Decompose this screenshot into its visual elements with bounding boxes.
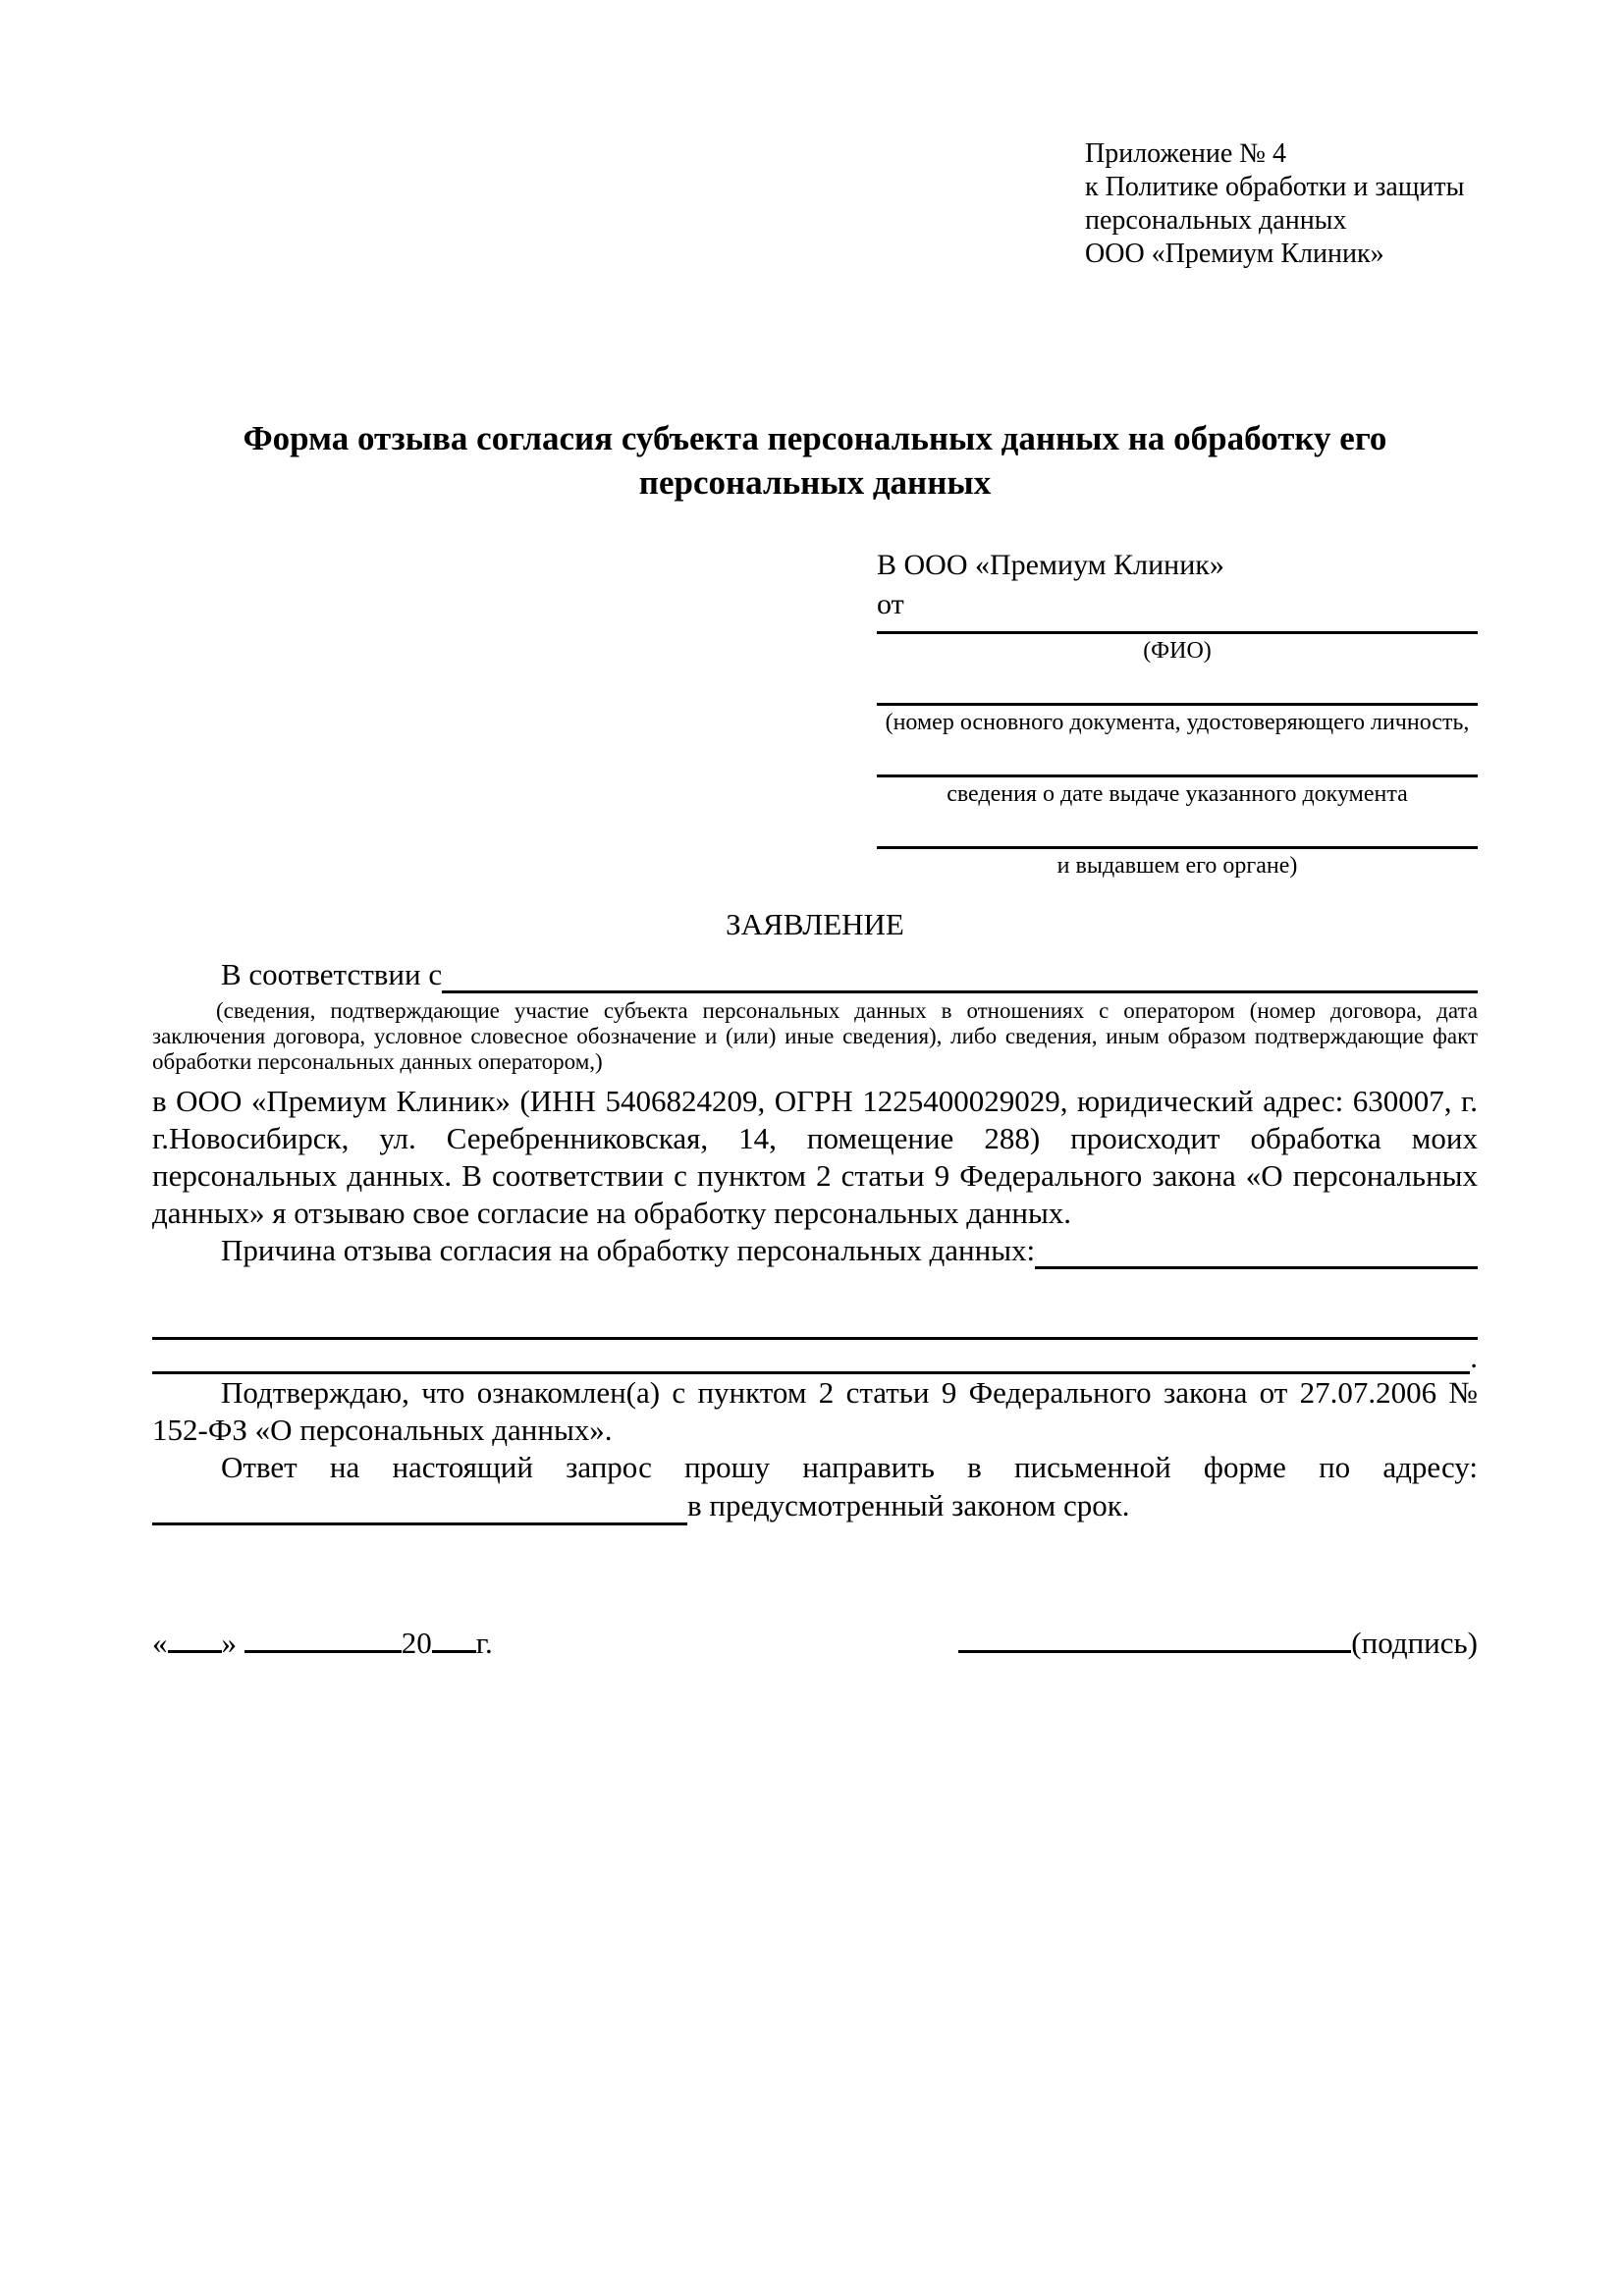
reason-label: Причина отзыва согласия на обработку персональных данных: (221, 1233, 1036, 1267)
date-day-fill-line (168, 1624, 222, 1653)
date-quote-open: « (152, 1626, 168, 1660)
accordance-label: В соответствии с (221, 957, 443, 991)
reason-fill-line-2 (152, 1269, 1478, 1340)
date-group (152, 1624, 493, 1662)
fine-print-note: (сведения, подтверждающие участие субъекта персональных данных в отношениях с оператором (номер договора, дата заключения договора, условное словесное обозначение и (или) иные сведения), либо сведения, иным образом подтверждающие факт обработки персональных данных оператором,) (152, 998, 1478, 1074)
document-content (0, 137, 1624, 1662)
reason-row (152, 1232, 1478, 1269)
issue-date-caption: сведения о дате выдаче указанного документа (947, 781, 1408, 807)
annex-line: ООО «Премиум Клиник» (1085, 239, 1384, 269)
accordance-row (152, 956, 1478, 993)
date-year-prefix: 20 (401, 1626, 432, 1660)
reply-tail-text: в предусмотренный законом срок. (687, 1488, 1130, 1522)
signature-group (958, 1624, 1478, 1662)
footer-row (152, 1624, 1478, 1662)
date-year-suffix: г. (475, 1626, 493, 1660)
addressee-from-label: от (877, 588, 904, 620)
signature-caption: (подпись) (1351, 1626, 1478, 1660)
main-paragraph: в ООО «Премиум Клиник» (ИНН 5406824209, ОГРН 1225400029029, юридический адрес: 630007, г. г.Новосибирск, ул. Серебренниковская, 14, помещение 288) происходит обработка моих персональных данных. В соответствии с пунктом 2 статьи 9 Федерального закона «О персональных данных» я отзываю свое согласие на обработку персональных данных. (152, 1084, 1478, 1230)
reply-lead-paragraph: Ответ на настоящий запрос прошу направить в письменной форме по адресу: (221, 1450, 1478, 1484)
line-end-period: . (1470, 1340, 1478, 1374)
date-month-fill-line (244, 1624, 402, 1653)
annex-line: персональных данных (1085, 205, 1347, 236)
date-quote-close: » (221, 1626, 237, 1660)
document-number-fill-line (877, 665, 1478, 706)
issuing-authority-caption: и выдавшем его органе) (1056, 853, 1298, 879)
statement-heading: ЗАЯВЛЕНИЕ (726, 907, 904, 941)
page-title: Форма отзыва согласия субъекта персональных данных на обработку его персональных данных (243, 419, 1387, 502)
reply-address-row (152, 1486, 1478, 1525)
fio-fill-line (877, 624, 1478, 634)
addressee-block (877, 546, 1478, 880)
reason-fill-line (1035, 1236, 1478, 1269)
date-year-fill-line (432, 1624, 476, 1653)
accordance-fill-line (442, 960, 1478, 993)
annex-line: Приложение № 4 (1085, 138, 1286, 169)
address-fill-line (152, 1492, 687, 1525)
confirm-paragraph: Подтверждаю, что ознакомлен(а) с пунктом 2 статьи 9 Федерального закона от 27.07.2006 № 152-ФЗ «О персональных данных». (152, 1375, 1478, 1447)
annex-line: к Политике обработки и защиты (1085, 172, 1465, 202)
issue-date-fill-line (877, 736, 1478, 777)
addressee-to: В ООО «Премиум Клиник» (877, 549, 1224, 581)
reason-fill-line-3 (152, 1340, 1478, 1374)
document-number-caption: (номер основного документа, удостоверяющего личность, (885, 710, 1470, 735)
fio-caption: (ФИО) (1143, 638, 1212, 664)
reason-fill-line-3-rule (152, 1342, 1470, 1374)
annex-header (1085, 137, 1478, 271)
signature-fill-line (958, 1624, 1351, 1653)
issuing-authority-fill-line (877, 808, 1478, 849)
